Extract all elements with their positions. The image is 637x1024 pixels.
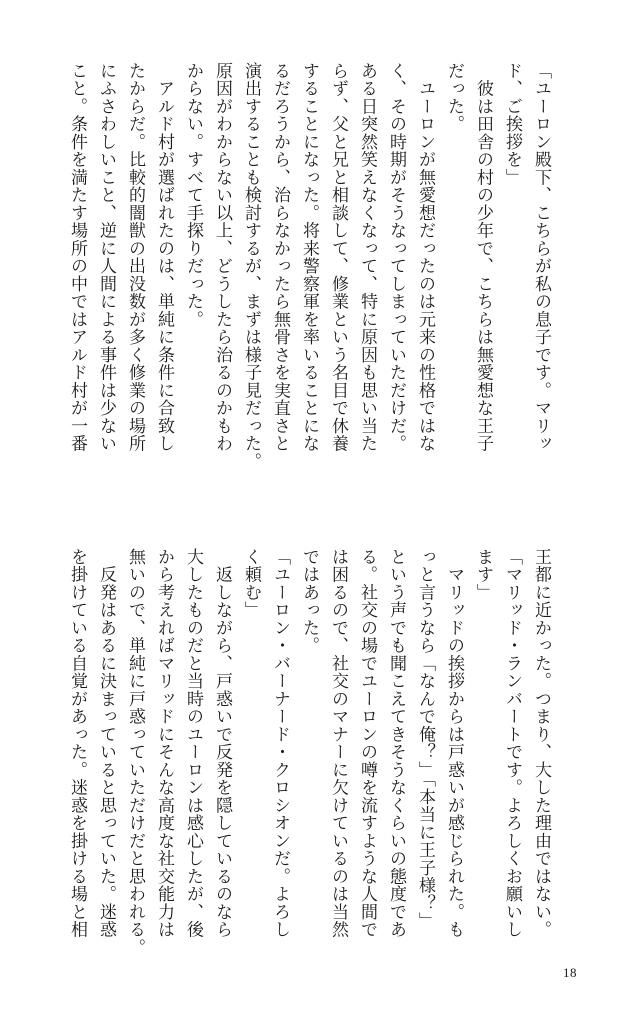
text-line: こと。条件を満たす場所の中ではアルド村が一番: [67, 62, 87, 453]
text-line: く頼む」: [241, 548, 261, 619]
text-line: 王都に近かった。つまり、大した理由ではない。: [531, 548, 551, 939]
text-line: るだろうから、治らなかったら無骨さを実直さと: [270, 62, 290, 453]
text-line: たからだ。比較的闇獣の出没数が多く修業の場所: [125, 62, 145, 453]
text-line: にふさわしいこと、逆に人間による事件は少ない: [96, 62, 116, 453]
text-line: アルド村が選ばれたのは、単純に条件に合致し: [154, 62, 174, 453]
text-line: らず、父と兄と相談して、修業という名目で休養: [328, 62, 348, 453]
text-block-lower: [67, 548, 555, 970]
text-line: から考えればマリッドにそんな高度な社交能力は: [154, 548, 174, 939]
text-line: 返しながら、戸惑いで反発を隠しているのなら: [212, 548, 232, 939]
text-line: だった。: [444, 62, 464, 133]
text-line: 「ユーロン・バーナード・クロシオンだ。よろし: [270, 548, 290, 939]
text-line: は困るので、社交のマナーに欠けているのは当然: [328, 548, 348, 939]
text-line: 「マリッド・ランバートです。よろしくお願いし: [502, 548, 522, 939]
text-line: 反発はあるに決まっていると思っていた。迷惑: [96, 548, 116, 939]
text-line: る。社交の場でユーロンの噂を流すような人間で: [357, 548, 377, 939]
text-block-upper: [67, 62, 555, 514]
text-line: 大したものだと当時のユーロンは感心したが、後: [183, 548, 203, 939]
text-line: という声でも聞こえてきそうなくらいの態度であ: [386, 548, 406, 939]
text-line: く、その時期がそうなってしまっていただけだ。: [386, 62, 406, 453]
text-line: ユーロンが無愛想だったのは元来の性格ではな: [415, 62, 435, 453]
text-line: 彼は田舎の村の少年で、こちらは無愛想な王子: [473, 62, 493, 453]
text-line: ある日突然笑えなくなって、特に原因も思い当た: [357, 62, 377, 453]
text-line: ド、ご挨拶を」: [502, 62, 522, 187]
text-line: 演出することも検討するが、まずは様子見だった。: [241, 62, 261, 471]
text-line: 「ユーロン殿下、こちらが私の息子です。マリッ: [531, 62, 551, 453]
page-number: 18: [563, 965, 577, 980]
text-line: っと言うなら「なんで俺？」「本当に王子様？」: [415, 548, 435, 930]
text-line: ます」: [473, 548, 493, 602]
text-line: 無いので、単純に戸惑っていただけだと思われる。: [125, 548, 145, 957]
text-line: することになった。将来警察軍を率いることにな: [299, 62, 319, 453]
text-line: からない。すべて手探りだった。: [183, 62, 203, 329]
text-line: マリッドの挨拶からは戸惑いが感じられた。も: [444, 548, 464, 939]
text-line: を掛けている自覚があった。迷惑を掛ける場と相: [67, 548, 87, 939]
text-line: ではあった。: [299, 548, 319, 655]
text-line: 原因がわからない以上、どうしたら治るのかもわ: [212, 62, 232, 453]
